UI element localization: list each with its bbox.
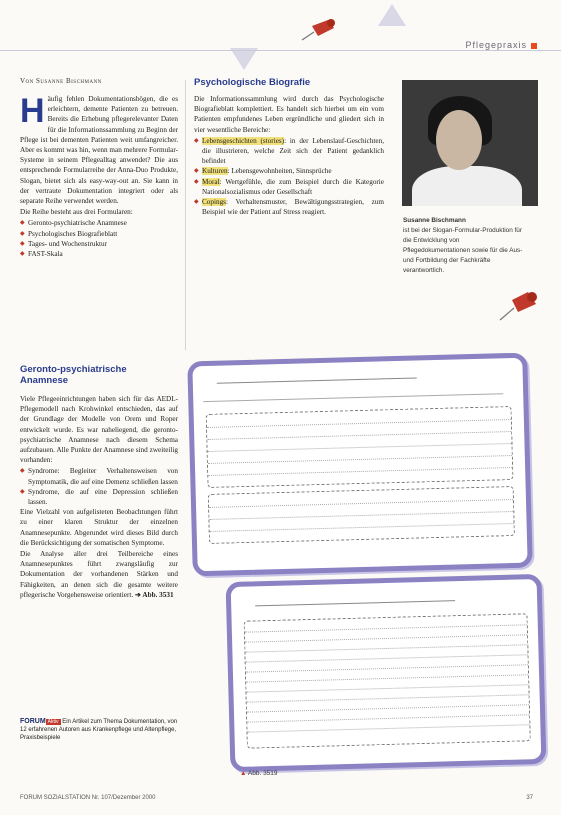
column-anamnese <box>20 394 178 601</box>
photo-face <box>436 110 482 170</box>
author-photo <box>402 80 538 206</box>
term-text: : Lebensgewohnheiten, Sinnsprüche <box>227 167 332 176</box>
photo-body <box>412 166 522 206</box>
forum-logo: FORUM <box>20 718 46 725</box>
section-name: Pflegepraxis <box>465 40 527 50</box>
form-line <box>208 443 512 452</box>
decor-triangle <box>378 4 406 26</box>
anamnese-list <box>20 466 178 507</box>
list-item <box>194 136 384 167</box>
form-line <box>246 674 528 682</box>
form-line <box>210 523 514 532</box>
term-highlight: Kulturen <box>202 167 228 176</box>
form-line <box>209 511 513 520</box>
column-intro <box>20 94 178 259</box>
figure-label <box>240 770 278 777</box>
anamnese-paragraph: Viele Pflegeeinrichtungen haben sich für das AEDL-Pflegemodell nach Krohwinkel entschieden, das auf der Grundlage der Modelle von Orem und Roper entwickelt wurde. Es war naheliegend, die geronto-psychiatrische Anamnese nach diesem Schema aufzubauen. Alle Punkte der Anamnese sind zweiteilig vorhanden: <box>20 395 178 465</box>
form-line <box>207 419 511 428</box>
term-text: : Wertgefühle, die zum Beispiel durch die Kategorie Nationalsozialismus oder Gesellschaft <box>202 177 384 196</box>
anamnese-paragraph <box>20 549 178 600</box>
photo-caption <box>403 216 523 276</box>
form-line <box>246 684 528 692</box>
form-line <box>245 644 527 652</box>
forms-list <box>20 218 178 259</box>
list-item: ◆ Syndrome, die auf eine Depression schließen lassen. <box>20 487 178 507</box>
list-item: ◆ Geronto-psychiatrische Anamnese <box>20 218 178 228</box>
column-biografie <box>194 94 384 217</box>
form-line <box>245 634 527 642</box>
section-label <box>465 40 537 50</box>
forms-lead: Die Reihe besteht aus drei Formularen: <box>20 208 133 217</box>
term-text: : in der Lebenslauf-Geschichten, die illustrieren, welche Zeit sich der Patient gedanklich befindet <box>202 136 384 166</box>
list-item <box>194 197 384 217</box>
form-header-text <box>255 595 455 606</box>
form-line <box>209 499 513 508</box>
form-section <box>206 406 514 488</box>
drop-cap: H <box>20 92 45 130</box>
form-line <box>247 724 529 732</box>
term-highlight: Lebensgeschichten (stories) <box>202 136 285 145</box>
form-header-text <box>217 372 417 383</box>
figure-reference: ➔ Abb. 3531 <box>134 590 174 599</box>
list-item: ◆ Psychologisches Biografieblatt <box>20 229 178 239</box>
form-line <box>247 694 529 702</box>
intro-paragraph: äufig fehlen Dokumentationsbögen, die es erleichtern, demente Patienten zu betreuen. Bereits die Erhebung pflegerelevanter Daten für die Informationssammlung zu Beginn der Pflege ist bei dementen Patienten weit umfangreicher. Aber es kommt was hin, wenn man mehrere Formular-Systeme in seinem Pflegealltag anwendet? Die aus entsprechende Formularreihe der Anna-Duo Produkte, Slogan, bietet sich als easy-way-out an. Sie kann in der vertraute Dokumentation integriert oder als separate Reihe verwendet werden. <box>20 95 178 206</box>
heading-geronto-anamnese: Geronto-psychiatrische Anamnese <box>20 364 127 386</box>
column-divider <box>185 80 186 350</box>
biografie-paragraph: Die Informationssammlung wird durch das Psychologische Biografieblatt komplettiert. Es handelt sich hierbei um ein vom Patienten empfundenes Leben ergründliche und gliedert sich in vier wesentliche Bereiche: <box>194 95 384 134</box>
form-line <box>246 664 528 672</box>
term-highlight: Moral <box>202 177 220 186</box>
forum-note <box>20 718 180 742</box>
triangle-icon: ▲ <box>240 770 247 777</box>
form-line <box>208 467 512 476</box>
biografie-list <box>194 136 384 218</box>
form-section <box>244 613 531 748</box>
term-highlight: Copings <box>202 198 226 207</box>
form-line <box>208 455 512 464</box>
section-marker <box>531 43 537 49</box>
pushpin-icon <box>494 288 540 324</box>
heading-psychologische-biografie: Psychologische Biografie <box>194 77 311 88</box>
page-header <box>0 0 561 60</box>
form-line <box>207 431 511 440</box>
list-item: ◆ Tages- und Wochenstruktur <box>20 239 178 249</box>
page-number: 37 <box>526 795 533 801</box>
forum-tag: Aktiv <box>47 719 59 725</box>
list-item <box>194 166 384 176</box>
form-line <box>246 654 528 662</box>
byline: Von Susanne Bischmann <box>20 77 102 85</box>
form-image-anamnese <box>187 353 533 577</box>
term-text: : Verhaltensmuster, Bewältigungsstrategien, zum Beispiel wie der Patient auf Stress reagiert. <box>202 198 384 217</box>
forum-text: Ein Artikel zum Thema Dokumentation, von 12 erfahrenen Autoren aus Krankenpflege und Altenpflege, Praxisbeispiele <box>20 719 178 741</box>
form-image-biografie <box>226 574 547 772</box>
author-bio: ist bei der Slogan-Formular-Produktion für die Entwicklung von Pflegedokumentationen sowie für die Aus- und Fortbildung der Fachkräfte verantwortlich. <box>403 227 523 274</box>
footer-publication: FORUM SOZIALSTATION Nr. 107/Dezember 2000 <box>20 795 156 801</box>
pushpin-icon <box>298 16 338 44</box>
anamnese-paragraph: Eine Vielzahl von aufgelisteten Beobachtungen führt zu einer klaren Struktur der einzelnen Anamnesepunkte. Abgerundet wird dieses Bild durch die Berücksichtigung der somatischen Symptome. <box>20 508 178 547</box>
form-header-text <box>203 388 503 402</box>
form-line <box>245 624 527 632</box>
list-item <box>194 177 384 197</box>
anamnese-text: Die Analyse aller drei Teilbereiche eines Anamnesepunktes führt zwangsläufig zur Dokumentation der vorhandenen Stärken und Fähigkeiten, an denen sich die gesamte weitere pflegerische Vorgehensweise orientiert. <box>20 550 178 599</box>
decor-triangle <box>230 48 258 70</box>
form-section <box>208 486 515 544</box>
header-rule <box>0 50 561 51</box>
list-item: ◆ Syndrome: Begleiter Verhaltensweisen von Symptomatik, die auf eine Demenz schließen lassen <box>20 466 178 486</box>
form-line <box>247 714 529 722</box>
figure-label-text: Abb. 3519 <box>247 770 278 777</box>
author-name: Susanne Bischmann <box>403 217 466 224</box>
form-line <box>247 704 529 712</box>
list-item: ◆ FAST-Skala <box>20 249 178 259</box>
